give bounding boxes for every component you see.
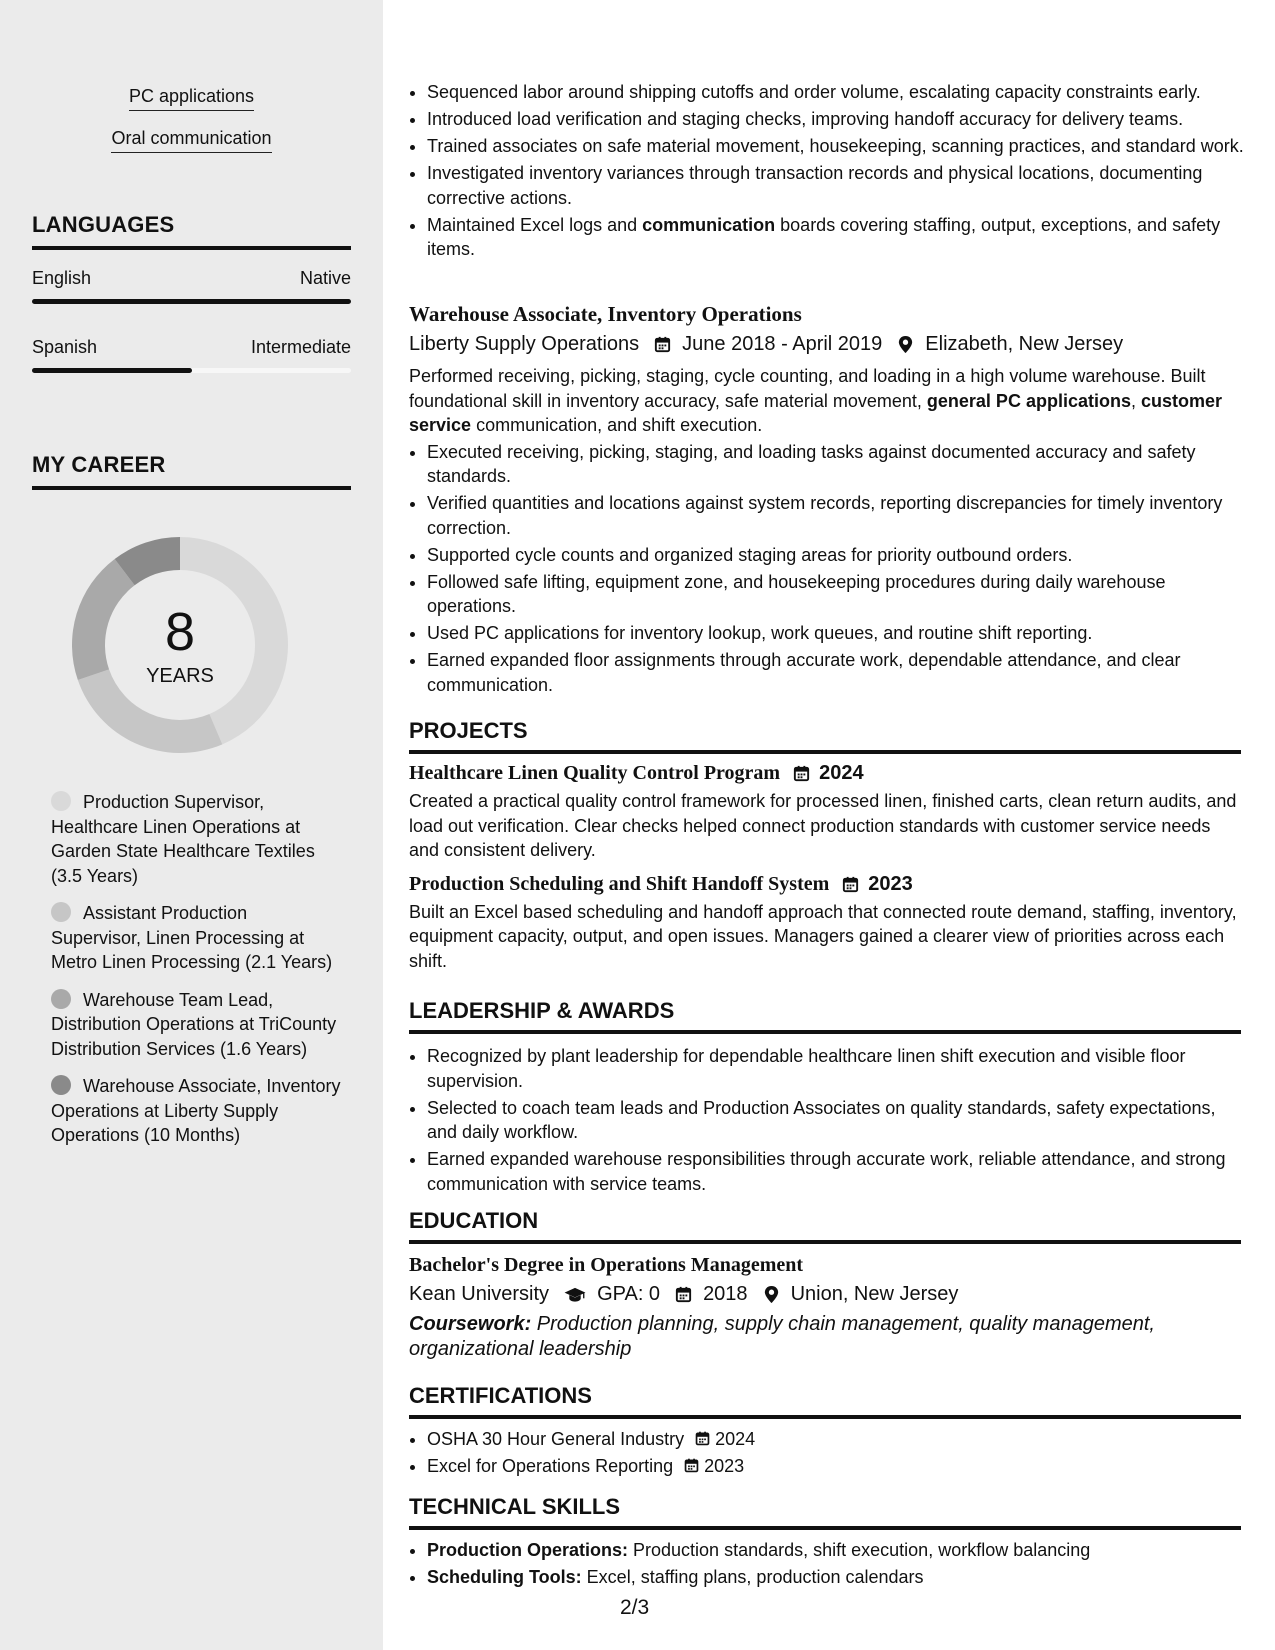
project-entry — [409, 762, 1241, 863]
project-title-row — [409, 873, 1241, 896]
projects-heading: PROJECTS — [409, 718, 1241, 754]
legend-dot — [51, 791, 71, 811]
career-total — [60, 525, 300, 765]
certification-item — [427, 1454, 1241, 1479]
career-legend-item — [51, 790, 341, 888]
page-number: 2/3 — [620, 1596, 650, 1619]
job-dates: June 2018 - April 2019 — [682, 333, 883, 355]
skills-list — [0, 86, 383, 153]
leadership-list — [409, 1044, 1241, 1196]
certification-year: 2024 — [715, 1429, 756, 1449]
skill-tag — [0, 86, 383, 111]
certifications-heading: CERTIFICATIONS — [409, 1383, 1241, 1419]
language-bar — [32, 299, 351, 304]
previous-job-bullets — [409, 80, 1259, 264]
certification-name: OSHA 30 Hour General Industry — [427, 1429, 685, 1449]
project-description: Built an Excel based scheduling and handoff approach that connected route demand, staffing, inventory, equipment capacity, output, and open issues. Managers gained a clearer view of priorities across each shift. — [409, 901, 1237, 971]
leadership-section — [409, 998, 1241, 1199]
technical-skills-heading: TECHNICAL SKILLS — [409, 1494, 1241, 1530]
summary-bold: customer service — [409, 390, 1223, 435]
certification-item — [427, 1427, 1241, 1452]
skill-category: Production Operations: — [427, 1540, 629, 1560]
skill-values: Excel, staffing plans, production calendars — [581, 1567, 924, 1587]
bullet-item: • Verified quantities and locations against system records, reporting discrepancies for timely inventory correction. — [427, 491, 1241, 540]
bullet-item: • Earned expanded floor assignments through accurate work, dependable attendance, and clear communication. — [427, 648, 1241, 697]
graduation-year: 2018 — [703, 1283, 748, 1305]
language-bar-fill — [32, 368, 192, 373]
coursework-label: Coursework: — [409, 1313, 532, 1335]
location-pin-icon — [762, 1285, 781, 1304]
career-item-text: Assistant Production Supervisor, Linen Processing at Metro Linen Processing (2.1 Years) — [51, 903, 333, 972]
language-bar-fill — [32, 299, 351, 304]
school-location: Union, New Jersey — [790, 1283, 959, 1305]
language-bar — [32, 368, 351, 373]
career-item-text: Warehouse Team Lead, Distribution Operations at TriCounty Distribution Services (1.6 Years) — [51, 989, 337, 1059]
skill-label: PC applications — [129, 86, 254, 111]
technical-skills-list — [409, 1538, 1241, 1590]
bullet-item: • Trained associates on safe material movement, housekeeping, scanning practices, and standard work. — [427, 134, 1259, 159]
certifications-list — [409, 1427, 1241, 1479]
certification-name: Excel for Operations Reporting — [427, 1456, 674, 1476]
skill-tag — [0, 128, 383, 153]
project-title: Healthcare Linen Quality Control Program — [409, 762, 781, 784]
bullet-item: • Executed receiving, picking, staging, and loading tasks against documented accuracy and safety standards. — [427, 440, 1241, 489]
legend-dot — [51, 1075, 71, 1095]
summary-text: , — [1130, 390, 1141, 411]
coursework — [409, 1312, 1241, 1362]
project-title: Production Scheduling and Shift Handoff System — [409, 872, 830, 895]
project-year: 2024 — [819, 762, 864, 784]
career-donut-chart — [60, 525, 300, 765]
legend-dot — [51, 989, 71, 1009]
language-row — [32, 337, 351, 358]
bullet-item: • Introduced load verification and staging checks, improving handoff accuracy for delivery teams. — [427, 107, 1259, 132]
education-meta — [409, 1283, 1241, 1306]
language-level: Intermediate — [250, 337, 351, 357]
language-name: English — [32, 268, 92, 288]
calendar-icon — [653, 335, 672, 354]
job-bullets — [409, 440, 1241, 698]
bullet-item: • Used PC applications for inventory lookup, work queues, and routine shift reporting. — [427, 621, 1241, 646]
skill-label: Oral communication — [111, 128, 271, 153]
bullet-item: • Sequenced labor around shipping cutoffs and order volume, escalating capacity constraints early. — [427, 80, 1259, 105]
coursework-text: Production planning, supply chain management, quality management, organizational leadership — [409, 1313, 1155, 1360]
sidebar — [0, 0, 383, 1650]
graduation-cap-icon — [563, 1285, 587, 1304]
summary-bold: general PC applications — [926, 390, 1131, 411]
bullet-item: • Earned expanded warehouse responsibilities through accurate work, reliable attendance, and strong communication with service teams. — [427, 1147, 1241, 1196]
career-item-text: Production Supervisor, Healthcare Linen Operations at Garden State Healthcare Textiles (3.5 Years) — [51, 792, 315, 886]
bullet-text: boards covering staffing, output, exceptions, and safety items. — [427, 214, 1221, 259]
education-section — [409, 1208, 1241, 1362]
career-legend-item — [51, 901, 341, 975]
career-total-number: 8 — [164, 602, 196, 662]
career-item-text: Warehouse Associate, Inventory Operations at Liberty Supply Operations (10 Months) — [51, 1076, 341, 1145]
job-meta — [409, 333, 1241, 356]
languages-heading: LANGUAGES — [32, 212, 351, 250]
project-year: 2023 — [868, 872, 913, 895]
career-heading: MY CAREER — [32, 452, 351, 490]
bullet-item: • Recognized by plant leadership for dependable healthcare linen shift execution and visible floor supervision. — [427, 1044, 1241, 1093]
gpa: GPA: 0 — [597, 1283, 661, 1305]
certification-year: 2023 — [704, 1456, 745, 1476]
language-name: Spanish — [32, 337, 98, 357]
degree-title: Bachelor's Degree in Operations Management — [409, 1254, 804, 1276]
calendar-icon — [694, 1430, 711, 1447]
education-heading: EDUCATION — [409, 1208, 1241, 1244]
skill-category: Scheduling Tools: — [427, 1567, 582, 1587]
project-entry — [409, 873, 1241, 974]
career-legend-item — [51, 1074, 341, 1148]
certifications-section — [409, 1383, 1241, 1481]
career-total-unit: YEARS — [146, 665, 214, 687]
projects-section — [409, 718, 1241, 973]
legend-dot — [51, 902, 71, 922]
project-description: Created a practical quality control framework for processed linen, finished carts, clean return audits, and load out verification. Clear checks helped connect production standards with customer service needs and consistent delivery. — [409, 791, 1237, 860]
summary-text: communication, and shift execution. — [471, 415, 763, 435]
career-legend — [51, 790, 341, 1161]
skill-item — [427, 1538, 1241, 1563]
bullet-item — [427, 213, 1259, 262]
location-pin-icon — [896, 335, 915, 354]
job-summary — [409, 364, 1241, 438]
job-title: Warehouse Associate, Inventory Operations — [409, 302, 802, 326]
leadership-heading: LEADERSHIP & AWARDS — [409, 998, 1241, 1034]
bullet-bold: communication — [642, 214, 776, 235]
calendar-icon — [792, 764, 811, 783]
technical-skills-section — [409, 1494, 1241, 1592]
project-title-row — [409, 762, 1241, 785]
language-level: Native — [299, 268, 351, 288]
bullet-item: • Followed safe lifting, equipment zone, and housekeeping procedures during daily warehouse operations. — [427, 570, 1241, 619]
skill-item — [427, 1565, 1241, 1590]
calendar-icon — [841, 875, 860, 894]
bullet-item: • Investigated inventory variances through transaction records and physical locations, documenting corrective actions. — [427, 161, 1259, 210]
language-row — [32, 268, 351, 289]
bullet-item: • Supported cycle counts and organized staging areas for priority outbound orders. — [427, 543, 1241, 568]
calendar-icon — [674, 1285, 693, 1304]
bullet-text: Maintained Excel logs and — [427, 214, 643, 235]
summary-text: Performed receiving, picking, staging, cycle counting, and loading in a high volume warehouse. Built foundational skill in inventory accuracy, safe material movement, — [409, 366, 1206, 411]
bullet-item: • Selected to coach team leads and Production Associates on quality standards, safety expectations, and daily workflow. — [427, 1096, 1241, 1145]
job-company: Liberty Supply Operations — [409, 333, 640, 355]
career-legend-item — [51, 988, 341, 1062]
job-location: Elizabeth, New Jersey — [925, 333, 1124, 355]
calendar-icon — [683, 1457, 700, 1474]
school-name: Kean University — [409, 1283, 550, 1305]
skill-values: Production standards, shift execution, workflow balancing — [628, 1540, 1091, 1560]
job-entry — [409, 302, 1241, 700]
